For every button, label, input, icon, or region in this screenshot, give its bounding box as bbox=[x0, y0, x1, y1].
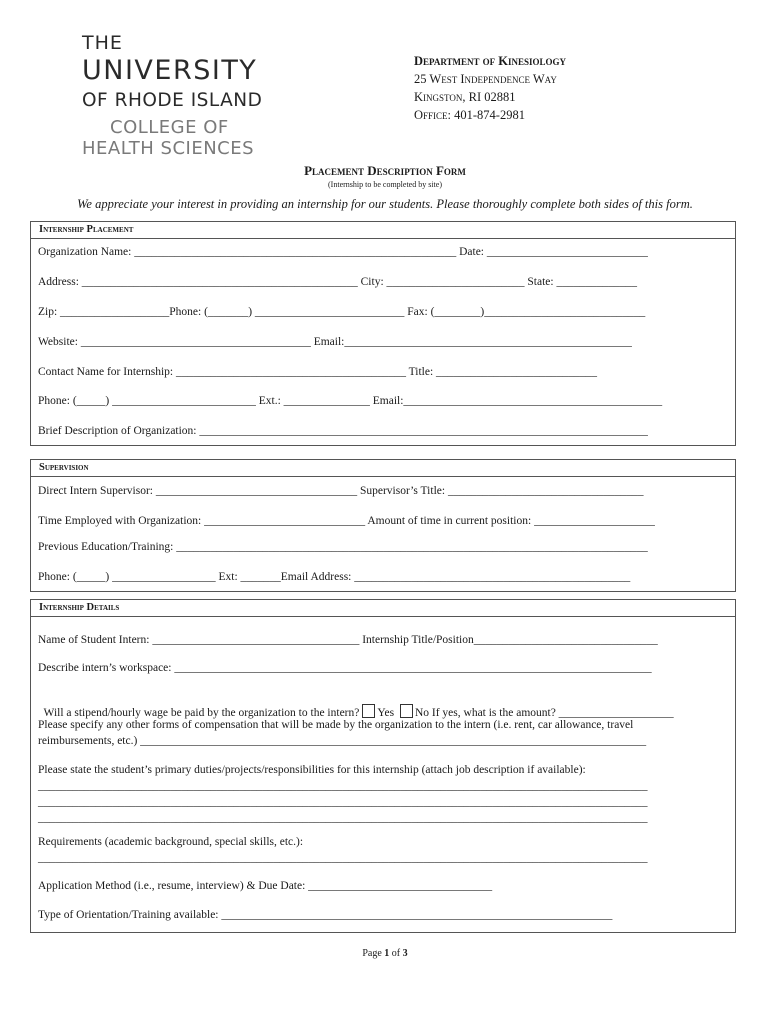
department-city: Kingston, RI 02881 bbox=[414, 90, 516, 104]
page-total: 3 bbox=[402, 948, 408, 959]
stipend-row bbox=[38, 690, 674, 720]
time-employed-field[interactable]: Time Employed with Organization: ____________________________ Amount of time in current position: _____________________ bbox=[38, 515, 655, 527]
orientation-field[interactable]: Type of Orientation/Training available: ____________________________________________________________________ bbox=[38, 909, 613, 921]
department-office: Office: 401-874-2981 bbox=[414, 108, 525, 122]
yes-checkbox[interactable] bbox=[362, 704, 375, 718]
form-title: Placement Description Form bbox=[304, 163, 466, 178]
department-address bbox=[414, 52, 566, 124]
compensation-line-1: Please specify any other forms of compensation that will be made by the organization to the intern (i.e. rent, car allowance, travel bbox=[38, 719, 634, 731]
logo-line-university: UNIVERSITY bbox=[82, 55, 258, 86]
logo-line-the: THE bbox=[82, 32, 123, 54]
stipend-question: Will a stipend/hourly wage be paid by the organization to the intern? bbox=[43, 707, 360, 719]
logo-line-ori: OF RHODE ISLAND bbox=[82, 90, 263, 111]
duties-blank-1[interactable]: __________________________________________________________________________________________________________ bbox=[38, 780, 648, 792]
student-name-field[interactable]: Name of Student Intern: ____________________________________ Internship Title/Position________________________________ bbox=[38, 634, 658, 646]
university-logo bbox=[82, 32, 262, 159]
supervisor-phone-field[interactable]: Phone: (_____) __________________ Ext: _______Email Address: ________________________________________________ bbox=[38, 571, 631, 583]
address-field[interactable]: Address: ________________________________________________ City: ________________________ State: ______________ bbox=[38, 276, 637, 288]
zip-phone-fax-field[interactable]: Zip: ___________________Phone: (_______) __________________________ Fax: (________)____________________________ bbox=[38, 306, 646, 318]
form-intro: We appreciate your interest in providing an internship for our students. Please thoroughly complete both sides of this form. bbox=[77, 197, 693, 211]
requirements-label: Requirements (academic background, special skills, etc.): bbox=[38, 836, 304, 848]
logo-line-college: COLLEGE OF bbox=[110, 117, 229, 138]
no-amount-field[interactable]: No If yes, what is the amount? ____________________ bbox=[414, 707, 674, 719]
yes-label: Yes bbox=[377, 707, 395, 719]
supervision-header: Supervision bbox=[31, 460, 735, 477]
contact-phone-field[interactable]: Phone: (_____) _________________________ Ext.: _______________ Email:_____________________________________________ bbox=[38, 395, 663, 407]
duties-blank-2[interactable]: __________________________________________________________________________________________________________ bbox=[38, 796, 648, 808]
page-of-label: of bbox=[391, 948, 401, 959]
no-checkbox[interactable] bbox=[400, 704, 413, 718]
form-subtitle: (Internship to be completed by site) bbox=[328, 180, 442, 189]
page-label: Page bbox=[362, 948, 382, 959]
requirements-blank[interactable]: __________________________________________________________________________________________________________ bbox=[38, 852, 648, 864]
logo-line-health-sciences: HEALTH SCIENCES bbox=[82, 138, 255, 159]
application-method-field[interactable]: Application Method (i.e., resume, interview) & Due Date: ________________________________ bbox=[38, 880, 493, 892]
education-field[interactable]: Previous Education/Training: __________________________________________________________________________________ bbox=[38, 541, 648, 553]
org-description-field[interactable]: Brief Description of Organization: ______________________________________________________________________________ bbox=[38, 425, 648, 437]
placement-header: Internship Placement bbox=[31, 222, 735, 239]
page-number: 1 bbox=[384, 948, 390, 959]
department-name: Department of Kinesiology bbox=[414, 54, 567, 68]
page-footer bbox=[0, 948, 770, 959]
department-street: 25 West Independence Way bbox=[414, 72, 557, 86]
workspace-field[interactable]: Describe intern’s workspace: ___________________________________________________________________________________ bbox=[38, 662, 652, 674]
duties-label: Please state the student’s primary duties/projects/responsibilities for this internship (attach job description if available): bbox=[38, 764, 586, 776]
details-header: Internship Details bbox=[31, 600, 735, 617]
supervisor-field[interactable]: Direct Intern Supervisor: ___________________________________ Supervisor’s Title: __________________________________ bbox=[38, 485, 644, 497]
duties-blank-3[interactable]: __________________________________________________________________________________________________________ bbox=[38, 812, 648, 824]
contact-name-field[interactable]: Contact Name for Internship: ________________________________________ Title: ____________________________ bbox=[38, 366, 598, 378]
website-email-field[interactable]: Website: ________________________________________ Email:__________________________________________________ bbox=[38, 336, 632, 348]
org-name-field[interactable]: Organization Name: ________________________________________________________ Date: ____________________________ bbox=[38, 246, 648, 258]
compensation-field[interactable]: reimbursements, etc.) ________________________________________________________________________________________ bbox=[38, 735, 647, 747]
